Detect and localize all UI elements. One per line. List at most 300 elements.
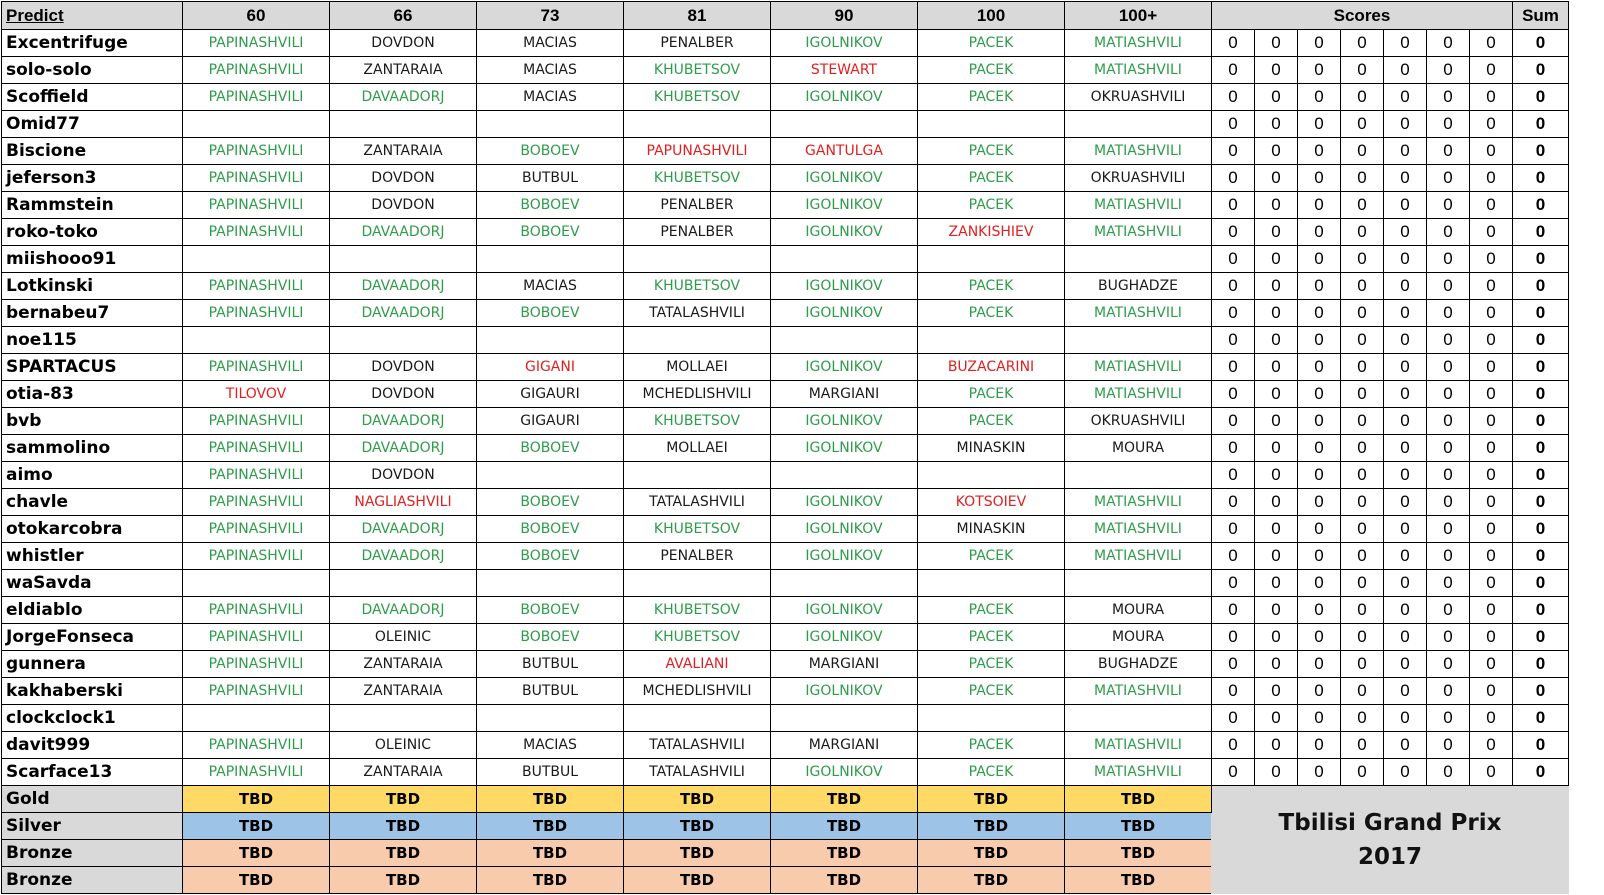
score-cell[interactable]: 0 xyxy=(1255,543,1298,570)
score-cell[interactable]: 0 xyxy=(1427,516,1470,543)
prediction-cell[interactable] xyxy=(624,111,771,138)
score-cell[interactable]: 0 xyxy=(1298,111,1341,138)
prediction-cell[interactable] xyxy=(477,570,624,597)
prediction-cell[interactable]: DOVDON xyxy=(330,354,477,381)
prediction-cell[interactable]: DAVAADORJ xyxy=(330,597,477,624)
sum-cell[interactable]: 0 xyxy=(1513,219,1569,246)
prediction-cell[interactable]: MOLLAEI xyxy=(624,354,771,381)
prediction-cell[interactable]: MATIASHVILI xyxy=(1065,57,1212,84)
player-name-cell[interactable]: Omid77 xyxy=(2,111,183,138)
player-name-cell[interactable]: bernabeu7 xyxy=(2,300,183,327)
prediction-cell[interactable]: PACEK xyxy=(918,759,1065,786)
player-name-cell[interactable]: chavle xyxy=(2,489,183,516)
prediction-cell[interactable]: PENALBER xyxy=(624,219,771,246)
score-cell[interactable]: 0 xyxy=(1255,246,1298,273)
score-cell[interactable]: 0 xyxy=(1298,57,1341,84)
prediction-cell[interactable]: PACEK xyxy=(918,300,1065,327)
prediction-cell[interactable]: BUZACARINI xyxy=(918,354,1065,381)
score-cell[interactable]: 0 xyxy=(1427,543,1470,570)
score-cell[interactable]: 0 xyxy=(1298,489,1341,516)
prediction-cell[interactable]: MOURA xyxy=(1065,624,1212,651)
sum-cell[interactable]: 0 xyxy=(1513,327,1569,354)
prediction-cell[interactable]: DOVDON xyxy=(330,30,477,57)
prediction-cell[interactable]: IGOLNIKOV xyxy=(771,489,918,516)
prediction-cell[interactable]: PAPINASHVILI xyxy=(183,30,330,57)
score-cell[interactable]: 0 xyxy=(1384,354,1427,381)
prediction-cell[interactable]: BUTBUL xyxy=(477,678,624,705)
score-cell[interactable]: 0 xyxy=(1298,678,1341,705)
score-cell[interactable]: 0 xyxy=(1298,435,1341,462)
prediction-cell[interactable]: PAPINASHVILI xyxy=(183,489,330,516)
score-cell[interactable]: 0 xyxy=(1212,678,1255,705)
player-name-cell[interactable]: eldiablo xyxy=(2,597,183,624)
score-cell[interactable]: 0 xyxy=(1255,435,1298,462)
score-cell[interactable]: 0 xyxy=(1470,165,1513,192)
prediction-cell[interactable]: IGOLNIKOV xyxy=(771,597,918,624)
score-cell[interactable]: 0 xyxy=(1255,732,1298,759)
player-name-cell[interactable]: noe115 xyxy=(2,327,183,354)
prediction-cell[interactable]: MACIAS xyxy=(477,30,624,57)
prediction-cell[interactable] xyxy=(918,462,1065,489)
prediction-cell[interactable]: KOTSOIEV xyxy=(918,489,1065,516)
prediction-cell[interactable]: PAPUNASHVILI xyxy=(624,138,771,165)
score-cell[interactable]: 0 xyxy=(1212,111,1255,138)
medal-result-cell[interactable]: TBD xyxy=(1065,867,1212,894)
prediction-cell[interactable]: DOVDON xyxy=(330,381,477,408)
score-cell[interactable]: 0 xyxy=(1212,381,1255,408)
score-cell[interactable]: 0 xyxy=(1384,84,1427,111)
score-cell[interactable]: 0 xyxy=(1427,381,1470,408)
prediction-cell[interactable]: MATIASHVILI xyxy=(1065,759,1212,786)
player-name-cell[interactable]: Lotkinski xyxy=(2,273,183,300)
prediction-cell[interactable]: NAGLIASHVILI xyxy=(330,489,477,516)
score-cell[interactable]: 0 xyxy=(1470,597,1513,624)
prediction-cell[interactable]: MINASKIN xyxy=(918,516,1065,543)
prediction-cell[interactable] xyxy=(330,246,477,273)
category-header-66[interactable]: 66 xyxy=(330,2,477,30)
medal-result-cell[interactable]: TBD xyxy=(918,867,1065,894)
prediction-cell[interactable]: PAPINASHVILI xyxy=(183,435,330,462)
score-cell[interactable]: 0 xyxy=(1341,381,1384,408)
prediction-cell[interactable]: IGOLNIKOV xyxy=(771,678,918,705)
prediction-cell[interactable]: BOBOEV xyxy=(477,138,624,165)
score-cell[interactable]: 0 xyxy=(1341,84,1384,111)
prediction-cell[interactable] xyxy=(1065,462,1212,489)
prediction-cell[interactable] xyxy=(918,111,1065,138)
score-cell[interactable]: 0 xyxy=(1384,759,1427,786)
prediction-cell[interactable]: PAPINASHVILI xyxy=(183,678,330,705)
score-cell[interactable]: 0 xyxy=(1298,651,1341,678)
score-cell[interactable]: 0 xyxy=(1341,732,1384,759)
sum-cell[interactable]: 0 xyxy=(1513,624,1569,651)
score-cell[interactable]: 0 xyxy=(1212,759,1255,786)
score-cell[interactable]: 0 xyxy=(1255,624,1298,651)
score-cell[interactable]: 0 xyxy=(1427,165,1470,192)
prediction-cell[interactable]: PACEK xyxy=(918,30,1065,57)
prediction-cell[interactable]: IGOLNIKOV xyxy=(771,516,918,543)
medal-label-cell[interactable]: Silver xyxy=(2,813,183,840)
prediction-cell[interactable]: MATIASHVILI xyxy=(1065,300,1212,327)
category-header-81[interactable]: 81 xyxy=(624,2,771,30)
prediction-cell[interactable]: KHUBETSOV xyxy=(624,84,771,111)
prediction-cell[interactable]: BOBOEV xyxy=(477,489,624,516)
prediction-cell[interactable]: KHUBETSOV xyxy=(624,408,771,435)
prediction-cell[interactable]: PAPINASHVILI xyxy=(183,84,330,111)
prediction-cell[interactable]: MOLLAEI xyxy=(624,435,771,462)
score-cell[interactable]: 0 xyxy=(1212,300,1255,327)
prediction-cell[interactable] xyxy=(330,570,477,597)
score-cell[interactable]: 0 xyxy=(1427,408,1470,435)
score-cell[interactable]: 0 xyxy=(1341,354,1384,381)
prediction-cell[interactable]: MOURA xyxy=(1065,597,1212,624)
prediction-cell[interactable]: PACEK xyxy=(918,408,1065,435)
category-header-100[interactable]: 100 xyxy=(918,2,1065,30)
score-cell[interactable]: 0 xyxy=(1470,462,1513,489)
score-cell[interactable]: 0 xyxy=(1470,57,1513,84)
category-header-90[interactable]: 90 xyxy=(771,2,918,30)
score-cell[interactable]: 0 xyxy=(1384,111,1427,138)
score-cell[interactable]: 0 xyxy=(1341,111,1384,138)
score-cell[interactable]: 0 xyxy=(1384,435,1427,462)
score-cell[interactable]: 0 xyxy=(1341,300,1384,327)
sum-cell[interactable]: 0 xyxy=(1513,489,1569,516)
prediction-cell[interactable]: PAPINASHVILI xyxy=(183,354,330,381)
prediction-cell[interactable]: PACEK xyxy=(918,543,1065,570)
prediction-cell[interactable] xyxy=(330,327,477,354)
score-cell[interactable]: 0 xyxy=(1427,462,1470,489)
score-cell[interactable]: 0 xyxy=(1255,57,1298,84)
score-cell[interactable]: 0 xyxy=(1427,246,1470,273)
score-cell[interactable]: 0 xyxy=(1427,273,1470,300)
score-cell[interactable]: 0 xyxy=(1341,678,1384,705)
score-cell[interactable]: 0 xyxy=(1298,273,1341,300)
prediction-cell[interactable]: PACEK xyxy=(918,192,1065,219)
sum-cell[interactable]: 0 xyxy=(1513,570,1569,597)
prediction-cell[interactable]: PAPINASHVILI xyxy=(183,300,330,327)
player-name-cell[interactable]: Scoffield xyxy=(2,84,183,111)
medal-result-cell[interactable]: TBD xyxy=(183,813,330,840)
score-cell[interactable]: 0 xyxy=(1298,381,1341,408)
score-cell[interactable]: 0 xyxy=(1341,165,1384,192)
prediction-cell[interactable]: IGOLNIKOV xyxy=(771,624,918,651)
prediction-cell[interactable]: ZANTARAIA xyxy=(330,678,477,705)
prediction-cell[interactable] xyxy=(1065,111,1212,138)
medal-result-cell[interactable]: TBD xyxy=(771,840,918,867)
score-cell[interactable]: 0 xyxy=(1470,30,1513,57)
score-cell[interactable]: 0 xyxy=(1427,84,1470,111)
predict-header[interactable]: Predict xyxy=(2,2,183,30)
score-cell[interactable]: 0 xyxy=(1384,138,1427,165)
score-cell[interactable]: 0 xyxy=(1212,57,1255,84)
prediction-cell[interactable]: PACEK xyxy=(918,138,1065,165)
score-cell[interactable]: 0 xyxy=(1298,570,1341,597)
sum-cell[interactable]: 0 xyxy=(1513,705,1569,732)
score-cell[interactable]: 0 xyxy=(1298,165,1341,192)
score-cell[interactable]: 0 xyxy=(1212,597,1255,624)
score-cell[interactable]: 0 xyxy=(1427,651,1470,678)
score-cell[interactable]: 0 xyxy=(1470,435,1513,462)
score-cell[interactable]: 0 xyxy=(1212,651,1255,678)
score-cell[interactable]: 0 xyxy=(1255,705,1298,732)
medal-result-cell[interactable]: TBD xyxy=(624,786,771,813)
medal-result-cell[interactable]: TBD xyxy=(771,867,918,894)
score-cell[interactable]: 0 xyxy=(1341,516,1384,543)
score-cell[interactable]: 0 xyxy=(1427,624,1470,651)
score-cell[interactable]: 0 xyxy=(1255,759,1298,786)
score-cell[interactable]: 0 xyxy=(1427,597,1470,624)
medal-result-cell[interactable]: TBD xyxy=(918,813,1065,840)
prediction-cell[interactable]: KHUBETSOV xyxy=(624,516,771,543)
prediction-cell[interactable] xyxy=(1065,327,1212,354)
score-cell[interactable]: 0 xyxy=(1470,273,1513,300)
prediction-cell[interactable]: IGOLNIKOV xyxy=(771,300,918,327)
score-cell[interactable]: 0 xyxy=(1255,381,1298,408)
sum-cell[interactable]: 0 xyxy=(1513,111,1569,138)
score-cell[interactable]: 0 xyxy=(1470,732,1513,759)
prediction-cell[interactable]: BUGHADZE xyxy=(1065,273,1212,300)
score-cell[interactable]: 0 xyxy=(1212,30,1255,57)
prediction-cell[interactable] xyxy=(771,570,918,597)
prediction-cell[interactable]: PAPINASHVILI xyxy=(183,408,330,435)
score-cell[interactable]: 0 xyxy=(1298,516,1341,543)
score-cell[interactable]: 0 xyxy=(1341,435,1384,462)
medal-result-cell[interactable]: TBD xyxy=(918,840,1065,867)
score-cell[interactable]: 0 xyxy=(1384,705,1427,732)
prediction-cell[interactable] xyxy=(183,570,330,597)
score-cell[interactable]: 0 xyxy=(1341,273,1384,300)
score-cell[interactable]: 0 xyxy=(1470,543,1513,570)
medal-result-cell[interactable]: TBD xyxy=(477,840,624,867)
prediction-cell[interactable]: BUGHADZE xyxy=(1065,651,1212,678)
sum-cell[interactable]: 0 xyxy=(1513,246,1569,273)
prediction-cell[interactable] xyxy=(918,705,1065,732)
prediction-cell[interactable]: MATIASHVILI xyxy=(1065,543,1212,570)
player-name-cell[interactable]: Scarface13 xyxy=(2,759,183,786)
prediction-cell[interactable]: IGOLNIKOV xyxy=(771,30,918,57)
prediction-cell[interactable]: DOVDON xyxy=(330,462,477,489)
score-cell[interactable]: 0 xyxy=(1212,489,1255,516)
sum-cell[interactable]: 0 xyxy=(1513,732,1569,759)
prediction-cell[interactable]: MARGIANI xyxy=(771,732,918,759)
prediction-cell[interactable]: BOBOEV xyxy=(477,219,624,246)
score-cell[interactable]: 0 xyxy=(1427,57,1470,84)
score-cell[interactable]: 0 xyxy=(1255,597,1298,624)
prediction-cell[interactable]: PACEK xyxy=(918,57,1065,84)
prediction-cell[interactable]: KHUBETSOV xyxy=(624,624,771,651)
score-cell[interactable]: 0 xyxy=(1384,732,1427,759)
score-cell[interactable]: 0 xyxy=(1384,597,1427,624)
score-cell[interactable]: 0 xyxy=(1384,489,1427,516)
medal-result-cell[interactable]: TBD xyxy=(477,867,624,894)
score-cell[interactable]: 0 xyxy=(1470,192,1513,219)
score-cell[interactable]: 0 xyxy=(1298,408,1341,435)
prediction-cell[interactable]: BOBOEV xyxy=(477,435,624,462)
score-cell[interactable]: 0 xyxy=(1255,84,1298,111)
medal-result-cell[interactable]: TBD xyxy=(183,786,330,813)
score-cell[interactable]: 0 xyxy=(1427,732,1470,759)
prediction-cell[interactable]: OKRUASHVILI xyxy=(1065,165,1212,192)
score-cell[interactable]: 0 xyxy=(1470,381,1513,408)
score-cell[interactable]: 0 xyxy=(1212,354,1255,381)
score-cell[interactable]: 0 xyxy=(1470,111,1513,138)
prediction-cell[interactable]: PACEK xyxy=(918,165,1065,192)
prediction-cell[interactable]: BOBOEV xyxy=(477,516,624,543)
medal-result-cell[interactable]: TBD xyxy=(330,867,477,894)
prediction-cell[interactable] xyxy=(771,111,918,138)
prediction-cell[interactable]: IGOLNIKOV xyxy=(771,273,918,300)
sum-cell[interactable]: 0 xyxy=(1513,381,1569,408)
prediction-cell[interactable]: PAPINASHVILI xyxy=(183,732,330,759)
player-name-cell[interactable]: clockclock1 xyxy=(2,705,183,732)
score-cell[interactable]: 0 xyxy=(1255,165,1298,192)
prediction-cell[interactable]: PACEK xyxy=(918,84,1065,111)
prediction-cell[interactable]: PENALBER xyxy=(624,192,771,219)
prediction-cell[interactable]: ZANKISHIEV xyxy=(918,219,1065,246)
score-cell[interactable]: 0 xyxy=(1212,516,1255,543)
prediction-cell[interactable]: MINASKIN xyxy=(918,435,1065,462)
score-cell[interactable]: 0 xyxy=(1341,597,1384,624)
score-cell[interactable]: 0 xyxy=(1298,192,1341,219)
prediction-cell[interactable]: IGOLNIKOV xyxy=(771,165,918,192)
score-cell[interactable]: 0 xyxy=(1212,570,1255,597)
score-cell[interactable]: 0 xyxy=(1341,138,1384,165)
prediction-cell[interactable] xyxy=(624,705,771,732)
score-cell[interactable]: 0 xyxy=(1341,246,1384,273)
player-name-cell[interactable]: otokarcobra xyxy=(2,516,183,543)
prediction-cell[interactable]: KHUBETSOV xyxy=(624,57,771,84)
prediction-cell[interactable] xyxy=(1065,246,1212,273)
prediction-cell[interactable]: BUTBUL xyxy=(477,759,624,786)
prediction-cell[interactable] xyxy=(918,570,1065,597)
medal-result-cell[interactable]: TBD xyxy=(477,813,624,840)
medal-result-cell[interactable]: TBD xyxy=(183,840,330,867)
score-cell[interactable]: 0 xyxy=(1255,138,1298,165)
prediction-cell[interactable]: TATALASHVILI xyxy=(624,300,771,327)
score-cell[interactable]: 0 xyxy=(1212,408,1255,435)
score-cell[interactable]: 0 xyxy=(1384,462,1427,489)
score-cell[interactable]: 0 xyxy=(1427,570,1470,597)
prediction-cell[interactable]: OKRUASHVILI xyxy=(1065,408,1212,435)
category-header-73[interactable]: 73 xyxy=(477,2,624,30)
prediction-cell[interactable]: DOVDON xyxy=(330,192,477,219)
score-cell[interactable]: 0 xyxy=(1298,354,1341,381)
score-cell[interactable]: 0 xyxy=(1470,327,1513,354)
score-cell[interactable]: 0 xyxy=(1298,84,1341,111)
prediction-cell[interactable] xyxy=(477,246,624,273)
prediction-cell[interactable]: ZANTARAIA xyxy=(330,138,477,165)
category-header-60[interactable]: 60 xyxy=(183,2,330,30)
score-cell[interactable]: 0 xyxy=(1255,462,1298,489)
prediction-cell[interactable]: PAPINASHVILI xyxy=(183,597,330,624)
prediction-cell[interactable]: BUTBUL xyxy=(477,165,624,192)
score-cell[interactable]: 0 xyxy=(1470,678,1513,705)
sum-cell[interactable]: 0 xyxy=(1513,354,1569,381)
prediction-cell[interactable] xyxy=(624,462,771,489)
score-cell[interactable]: 0 xyxy=(1212,462,1255,489)
score-cell[interactable]: 0 xyxy=(1298,759,1341,786)
score-cell[interactable]: 0 xyxy=(1427,489,1470,516)
score-cell[interactable]: 0 xyxy=(1427,138,1470,165)
prediction-cell[interactable]: OLEINIC xyxy=(330,732,477,759)
score-cell[interactable]: 0 xyxy=(1470,624,1513,651)
prediction-cell[interactable]: BOBOEV xyxy=(477,192,624,219)
prediction-cell[interactable]: MCHEDLISHVILI xyxy=(624,678,771,705)
score-cell[interactable]: 0 xyxy=(1255,30,1298,57)
sum-header[interactable]: Sum xyxy=(1513,2,1569,30)
prediction-cell[interactable]: MACIAS xyxy=(477,57,624,84)
score-cell[interactable]: 0 xyxy=(1255,516,1298,543)
prediction-cell[interactable]: MATIASHVILI xyxy=(1065,30,1212,57)
prediction-cell[interactable] xyxy=(183,705,330,732)
prediction-cell[interactable]: OKRUASHVILI xyxy=(1065,84,1212,111)
score-cell[interactable]: 0 xyxy=(1470,705,1513,732)
score-cell[interactable]: 0 xyxy=(1427,300,1470,327)
score-cell[interactable]: 0 xyxy=(1298,246,1341,273)
player-name-cell[interactable]: miishooo91 xyxy=(2,246,183,273)
prediction-cell[interactable]: PAPINASHVILI xyxy=(183,516,330,543)
player-name-cell[interactable]: jeferson3 xyxy=(2,165,183,192)
score-cell[interactable]: 0 xyxy=(1298,300,1341,327)
score-cell[interactable]: 0 xyxy=(1427,327,1470,354)
prediction-cell[interactable]: MATIASHVILI xyxy=(1065,381,1212,408)
score-cell[interactable]: 0 xyxy=(1255,354,1298,381)
prediction-cell[interactable]: ZANTARAIA xyxy=(330,651,477,678)
scores-header[interactable]: Scores xyxy=(1212,2,1513,30)
player-name-cell[interactable]: Rammstein xyxy=(2,192,183,219)
prediction-cell[interactable]: TATALASHVILI xyxy=(624,732,771,759)
prediction-cell[interactable]: OLEINIC xyxy=(330,624,477,651)
prediction-cell[interactable] xyxy=(918,246,1065,273)
sum-cell[interactable]: 0 xyxy=(1513,435,1569,462)
player-name-cell[interactable]: roko-toko xyxy=(2,219,183,246)
prediction-cell[interactable] xyxy=(183,246,330,273)
sum-cell[interactable]: 0 xyxy=(1513,462,1569,489)
prediction-cell[interactable]: PENALBER xyxy=(624,30,771,57)
score-cell[interactable]: 0 xyxy=(1298,138,1341,165)
sum-cell[interactable]: 0 xyxy=(1513,273,1569,300)
score-cell[interactable]: 0 xyxy=(1341,624,1384,651)
prediction-cell[interactable] xyxy=(771,246,918,273)
prediction-cell[interactable]: GANTULGA xyxy=(771,138,918,165)
prediction-cell[interactable]: MCHEDLISHVILI xyxy=(624,381,771,408)
prediction-cell[interactable]: MACIAS xyxy=(477,84,624,111)
score-cell[interactable]: 0 xyxy=(1255,300,1298,327)
prediction-cell[interactable]: ZANTARAIA xyxy=(330,759,477,786)
prediction-cell[interactable]: TATALASHVILI xyxy=(624,489,771,516)
prediction-cell[interactable]: MATIASHVILI xyxy=(1065,516,1212,543)
prediction-cell[interactable]: MATIASHVILI xyxy=(1065,489,1212,516)
sum-cell[interactable]: 0 xyxy=(1513,516,1569,543)
score-cell[interactable]: 0 xyxy=(1255,273,1298,300)
medal-result-cell[interactable]: TBD xyxy=(477,786,624,813)
sum-cell[interactable]: 0 xyxy=(1513,597,1569,624)
medal-result-cell[interactable]: TBD xyxy=(1065,786,1212,813)
prediction-cell[interactable] xyxy=(477,327,624,354)
prediction-cell[interactable] xyxy=(477,705,624,732)
sum-cell[interactable]: 0 xyxy=(1513,651,1569,678)
score-cell[interactable]: 0 xyxy=(1341,489,1384,516)
sum-cell[interactable]: 0 xyxy=(1513,678,1569,705)
prediction-cell[interactable] xyxy=(330,111,477,138)
prediction-cell[interactable]: DOVDON xyxy=(330,165,477,192)
prediction-cell[interactable]: KHUBETSOV xyxy=(624,597,771,624)
medal-result-cell[interactable]: TBD xyxy=(624,840,771,867)
score-cell[interactable]: 0 xyxy=(1255,570,1298,597)
prediction-cell[interactable]: MARGIANI xyxy=(771,381,918,408)
prediction-cell[interactable] xyxy=(183,111,330,138)
prediction-cell[interactable] xyxy=(771,705,918,732)
score-cell[interactable]: 0 xyxy=(1384,273,1427,300)
